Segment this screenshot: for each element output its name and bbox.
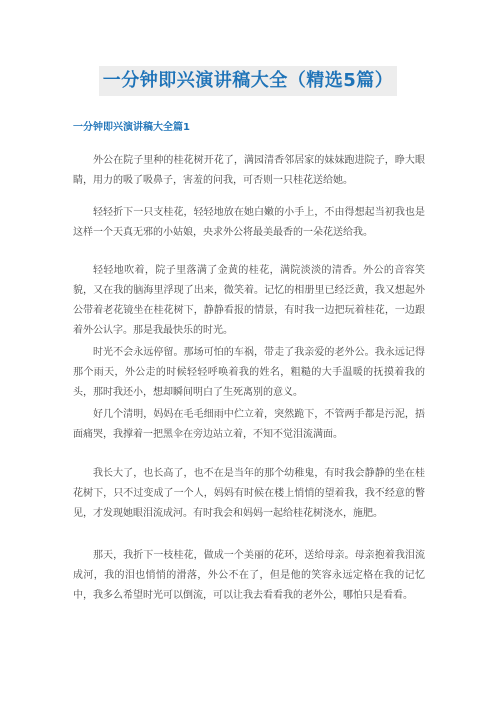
paragraph: 那天，我折下一枝桂花，做成一个美丽的花环，送给母亲。母亲抱着我泪流成河，我的泪也悄悄的滑落，外公不在了，但是他的笑容永远定格在我的记忆中，我多么希望时光可以倒流，可以让我去看看我的老外公，哪怕只是看看。 <box>73 550 425 601</box>
paragraph: 轻轻折下一只支桂花，轻轻地放在她白嫩的小手上，不由得想起当初我也是这样一个天真无邪的小姑娘，央求外公将最美最香的一朵花送给我。 <box>73 207 425 238</box>
paragraph: 外公在院子里种的桂花树开花了，满园清香邻居家的妹妹跑进院子，睁大眼睛，用力的吸了吸鼻子，害羞的问我，可否则一只桂花送给她。 <box>73 155 425 186</box>
section-heading: 一分钟即兴演讲稿大全篇1 <box>73 122 190 133</box>
paragraph: 轻轻地吹着，院子里落满了金黄的桂花，满院淡淡的清香。外公的音容笑貌，又在我的脑海里浮现了出来，微笑着。记忆的相册里已经泛黄，我又想起外公带着老花镜坐在桂花树下，静静看报的情景，有时我一边把玩着桂花，一边跟着外公认字。那是我最快乐的时光。 <box>73 265 425 336</box>
paragraph: 我长大了，也长高了，也不在是当年的那个幼稚鬼，有时我会静静的坐在桂花树下，只不过变成了一个人，妈妈有时候在楼上悄悄的望着我，我不经意的瞥见，才发现她眼泪流成河。有时我会和妈妈一起给桂花树浇水，施肥。 <box>73 468 425 519</box>
title-container <box>0 66 496 96</box>
paragraph: 时光不会永远停留。那场可怕的车祸，带走了我亲爱的老外公。我永远记得那个雨天，外公走的时候轻轻呼唤着我的姓名，粗糙的大手温暖的抚摸着我的头，那时我还小，想却瞬间明白了生死离别的意义。 <box>73 347 425 398</box>
paragraph: 好几个清明，妈妈在毛毛细雨中伫立着，突然跪下，不管两手都是污泥，捂面痛哭，我撑着一把黑伞在旁边站立着，不知不觉泪流满面。 <box>73 409 425 440</box>
document-title: 一分钟即兴演讲稿大全（精选5篇） <box>99 66 398 96</box>
